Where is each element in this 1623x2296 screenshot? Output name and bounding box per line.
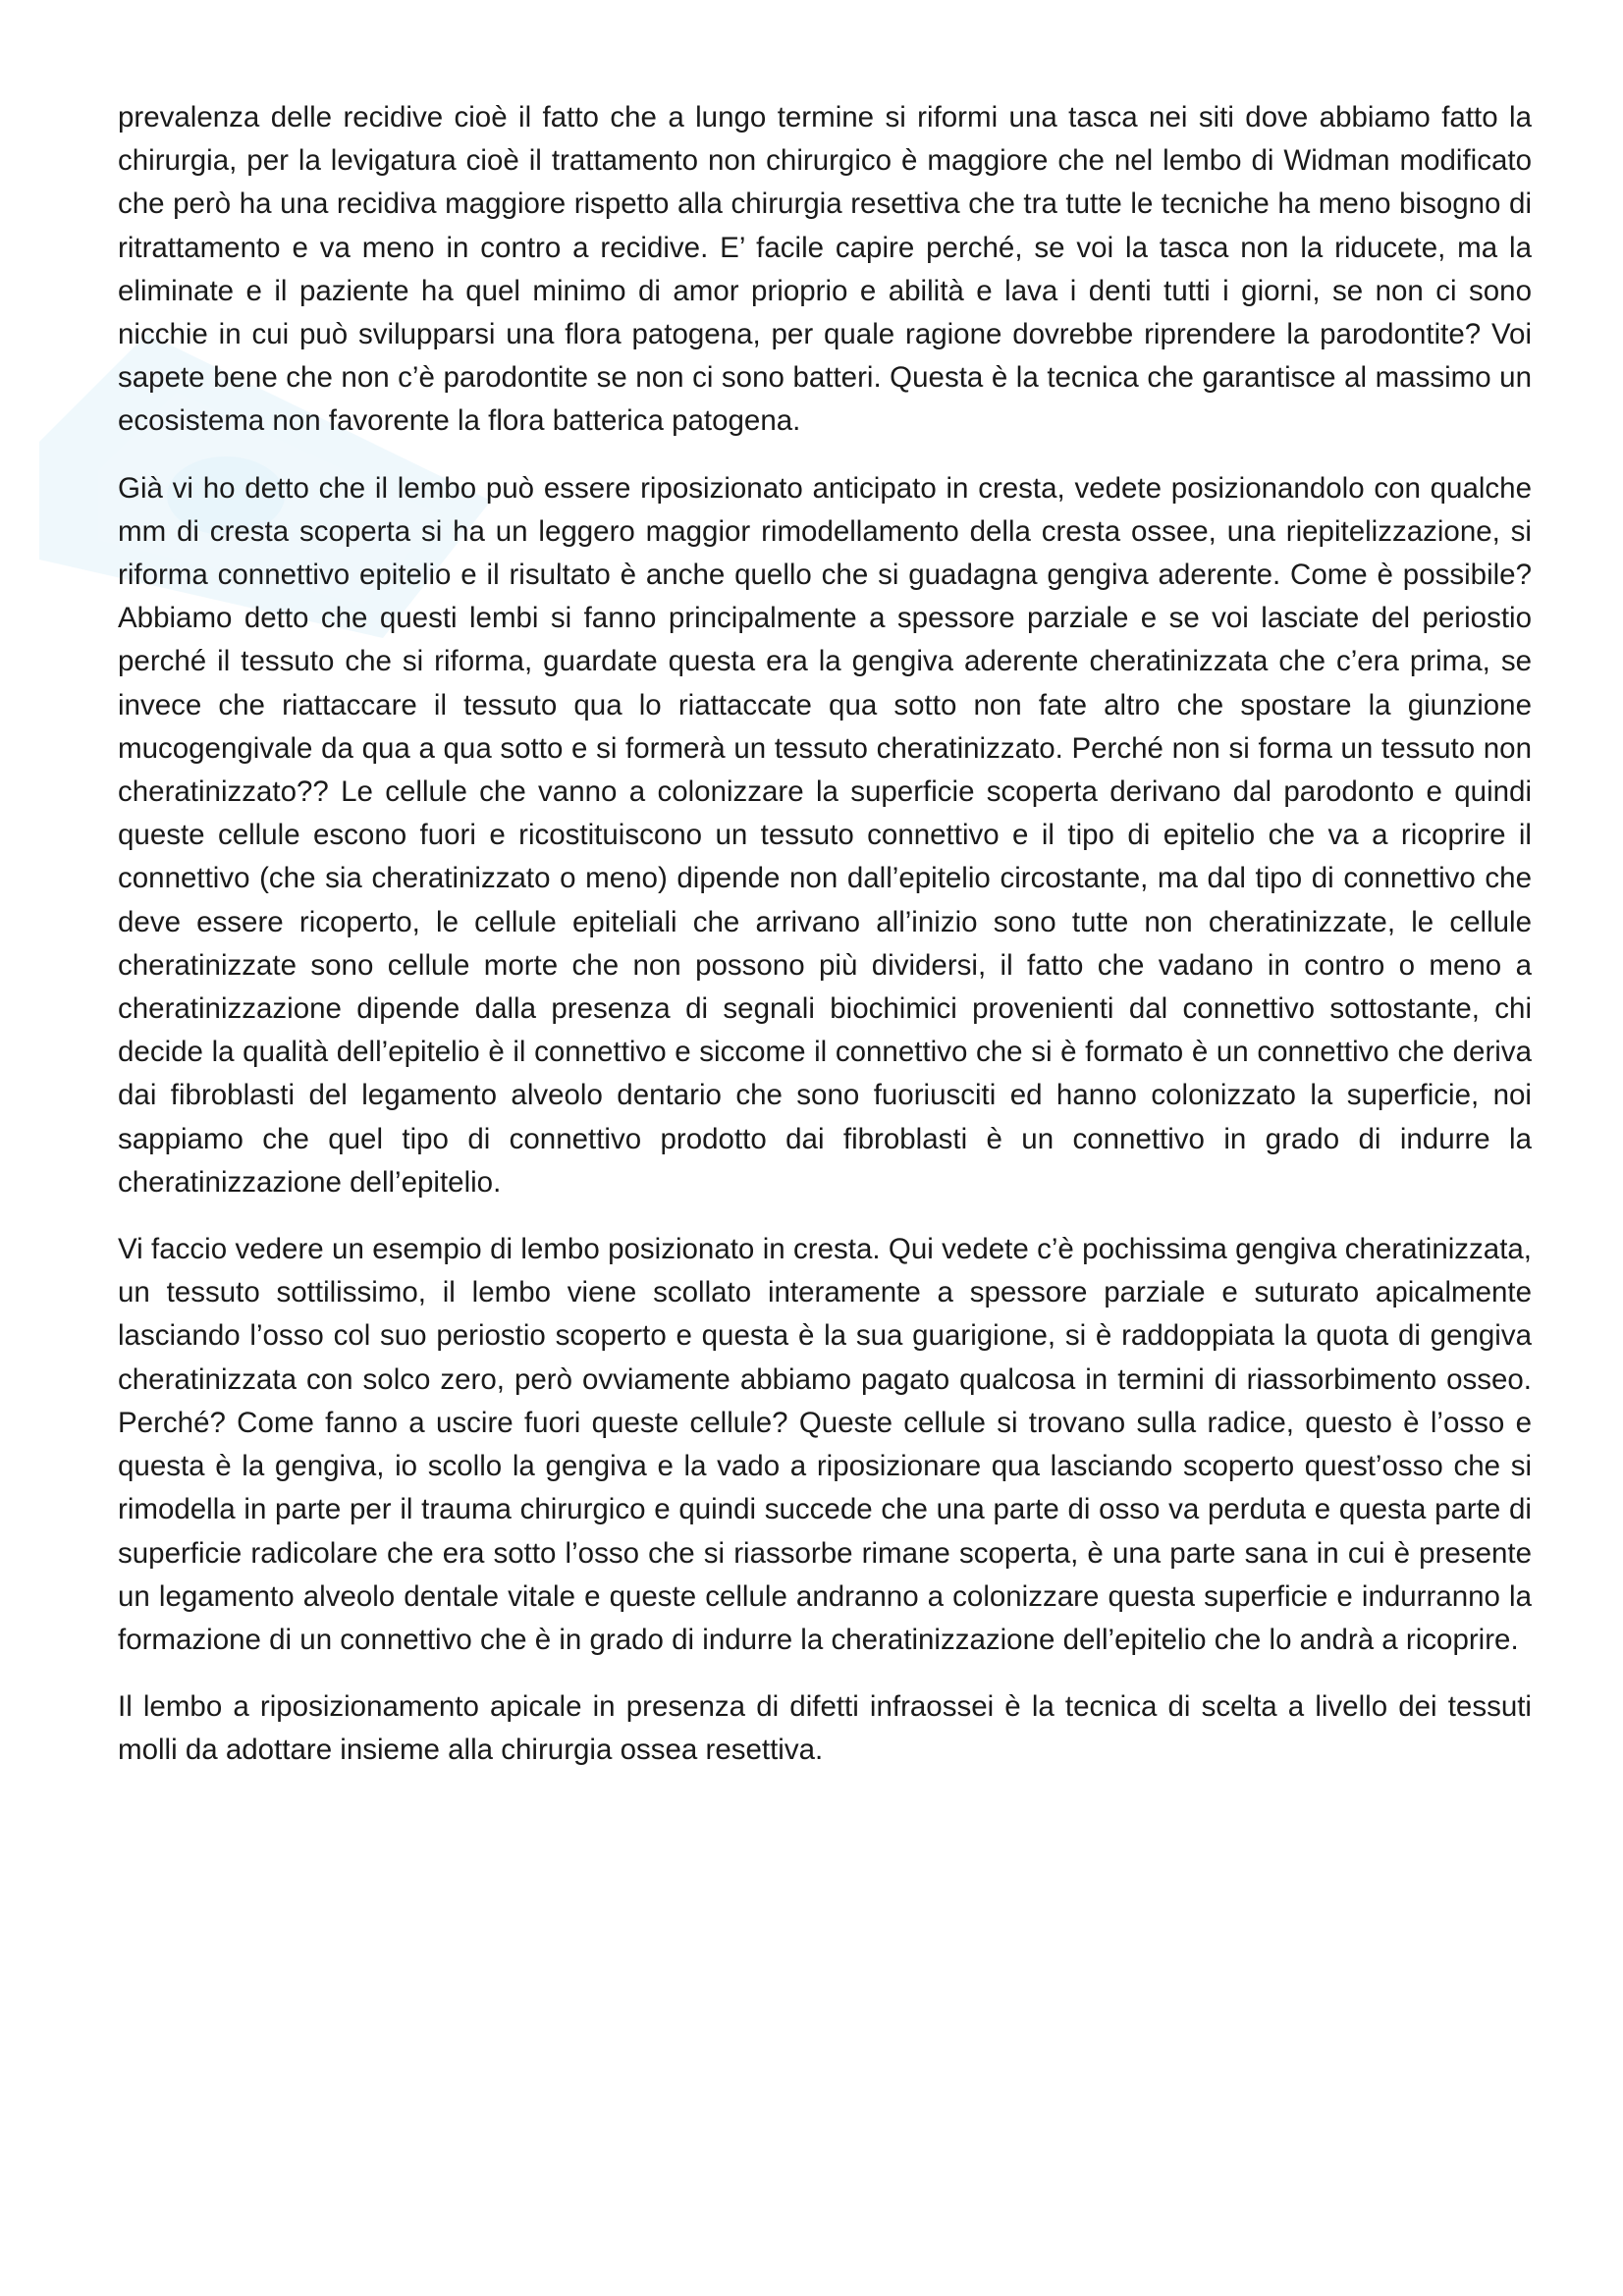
paragraph-1: prevalenza delle recidive cioè il fatto che a lungo termine si riformi una tasca nei siti dove abbiamo fatto la chirurgia, per la levigatura cioè il trattamento non chirurgico è maggiore che nel lembo di Widman modificato che però ha una recidiva maggiore rispetto alla chirurgia resettiva che tra tutte le tecniche ha meno bisogno di ritrattamento e va meno in contro a recidive. E’ facile capire perché, se voi la tasca non la riducete, ma la eliminate e il paziente ha quel minimo di amor prioprio e abilità e lava i denti tutti i giorni, se non ci sono nicchie in cui può svilupparsi una flora patogena, per quale ragione dovrebbe riprendere la parodontite? Voi sapete bene che non c’è parodontite se non ci sono batteri. Questa è la tecnica che garantisce al massimo un ecosistema non favorente la flora batterica patogena. <box>118 101 1532 438</box>
paragraph-4: Il lembo a riposizionamento apicale in presenza di difetti infraossei è la tecnica di scelta a livello dei tessuti molli da adottare insieme alla chirurgia ossea resettiva. <box>118 1690 1532 1767</box>
document-body <box>118 96 1532 1796</box>
paragraph-2: Già vi ho detto che il lembo può essere riposizionato anticipato in cresta, vedete posizionandolo con qualche mm di cresta scoperta si ha un leggero maggior rimodellamento della cresta ossee, una riepitelizzazione, si riforma connettivo epitelio e il risultato è anche quello che si guadagna gengiva aderente. Come è possibile? Abbiamo detto che questi lembi si fanno principalmente a spessore parziale e se voi lasciate del periostio perché il tessuto che si riforma, guardate questa era la gengiva aderente cheratinizzata che c’era prima, se invece che riattaccare il tessuto qua lo riattaccate qua sotto non fate altro che spostare la giunzione mucogengivale da qua a qua sotto e si formerà un tessuto cheratinizzato. Perché non si forma un tessuto non cheratinizzato?? Le cellule che vanno a colonizzare la superficie scoperta derivano dal parodonto e quindi queste cellule escono fuori e ricostituiscono un tessuto connettivo e il tipo di epitelio che va a ricoprire il connettivo (che sia cheratinizzato o meno) dipende non dall’epitelio circostante, ma dal tipo di connettivo che deve essere ricoperto, le cellule epiteliali che arrivano all’inizio sono tutte non cheratinizzate, le cellule cheratinizzate sono cellule morte che non possono più dividersi, il fatto che vadano in contro o meno a cheratinizzazione dipende dalla presenza di segnali biochimici provenienti dal connettivo sottostante, chi decide la qualità dell’epitelio è il connettivo e siccome il connettivo che si è formato è un connettivo che deriva dai fibroblasti del legamento alveolo dentario che sono fuoriusciti ed hanno colonizzato la superficie, noi sappiamo che quel tipo di connettivo prodotto dai fibroblasti è un connettivo in grado di indurre la cheratinizzazione dell’epitelio. <box>118 471 1532 1199</box>
paragraph-3: Vi faccio vedere un esempio di lembo posizionato in cresta. Qui vedete c’è pochissima gengiva cheratinizzata, un tessuto sottilissimo, il lembo viene scollato interamente a spessore parziale e suturato apicalmente lasciando l’osso col suo periostio scoperto e questa è la sua guarigione, si è raddoppiata la quota di gengiva cheratinizzata con solco zero, però ovviamente abbiamo pagato qualcosa in termini di riassorbimento osseo. Perché? Come fanno a uscire fuori queste cellule? Queste cellule si trovano sulla radice, questo è l’osso e questa è la gengiva, io scollo la gengiva e la vado a riposizionare qua lasciando scoperto quest’osso che si rimodella in parte per il trauma chirurgico e quindi succede che una parte di osso va perduta e questa parte di superficie radicolare che era sotto l’osso che si riassorbe rimane scoperta, è una parte sana in cui è presente un legamento alveolo dentale vitale e queste cellule andranno a colonizzare questa superficie e indurranno la formazione di un connettivo che è in grado di indurre la cheratinizzazione dell’epitelio che lo andrà a ricoprire. <box>118 1233 1532 1656</box>
